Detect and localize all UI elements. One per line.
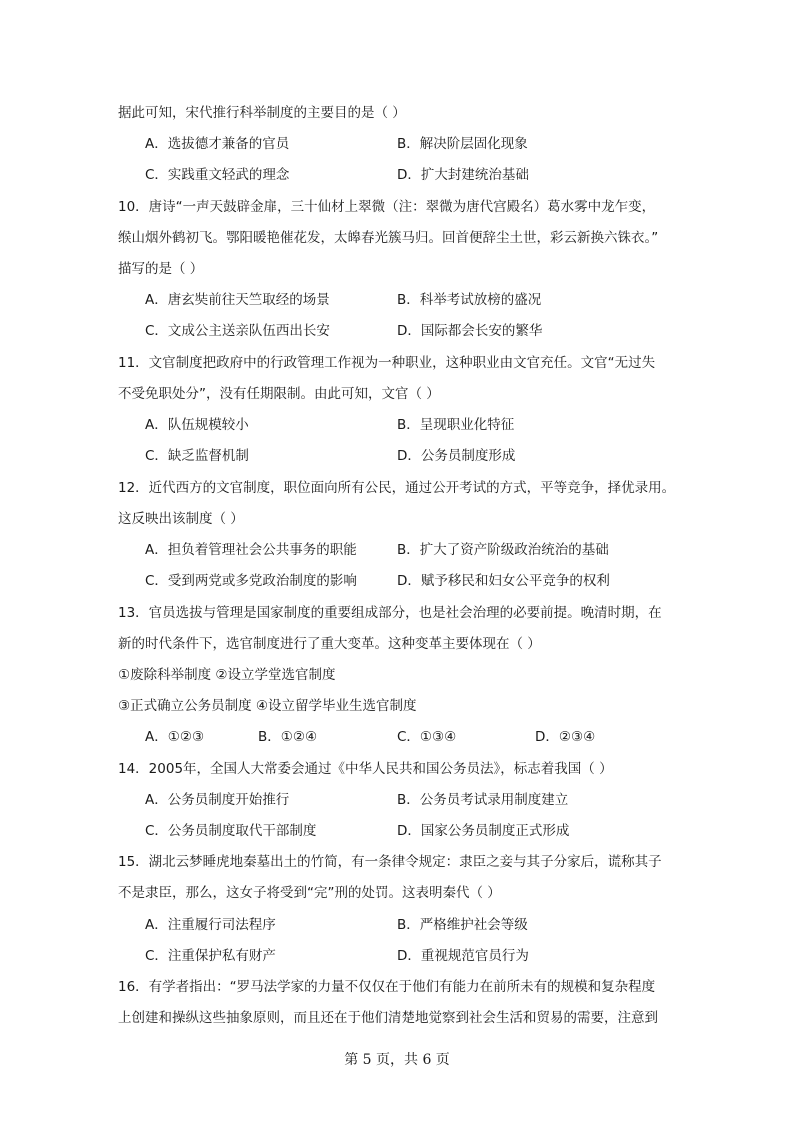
q10-line-3: 描写的是（ ）	[118, 261, 204, 277]
q14-option-d: D．国家公务员制度正式形成	[397, 823, 570, 839]
q10-option-d: D．国际都会长安的繁华	[397, 323, 543, 339]
q15-line-1: 15．湖北云梦睡虎地秦墓出土的竹简，有一条律令规定：隶臣之妾与其子分家后，谎称其子	[118, 854, 662, 870]
q14-stem: 14．2005年，全国人大常委会通过《中华人民共和国公务员法》，标志着我国（ ）	[118, 761, 613, 777]
q10-option-c: C．文成公主送亲队伍西出长安	[145, 323, 330, 339]
q13-option-a: A．①②③	[145, 729, 205, 745]
q10-line-2: 缑山烟外鹤初飞。鄂阳暖艳催花发，太皞春光簇马归。回首便辞尘土世，彩云新换六铢衣。”	[118, 230, 659, 246]
q14-option-a: A．公务员制度开始推行	[145, 792, 290, 808]
q12-option-b: B．扩大了资产阶级政治统治的基础	[397, 542, 609, 558]
q9-option-a: A．选拔德才兼备的官员	[145, 136, 290, 152]
q13-line-2: 新的时代条件下，选官制度进行了重大变革。这种变革主要体现在（ ）	[118, 636, 541, 652]
q12-line-1: 12．近代西方的文官制度，职位面向所有公民，通过公开考试的方式，平等竞争，择优录用。	[118, 480, 676, 496]
q12-option-c: C．受到两党或多党政治制度的影响	[145, 573, 357, 589]
q12-option-d: D．赋予移民和妇女公平竞争的权利	[397, 573, 610, 589]
q14-option-b: B．公务员考试录用制度建立	[397, 792, 569, 808]
q12-option-a: A．担负着管理社会公共事务的职能	[145, 542, 357, 558]
q13-line-4: ③正式确立公务员制度 ④设立留学毕业生选官制度	[118, 698, 417, 714]
q11-option-c: C．缺乏监督机制	[145, 448, 249, 464]
q13-line-1: 13．官员选拔与管理是国家制度的重要组成部分，也是社会治理的必要前提。晚清时期，在	[118, 605, 662, 621]
q10-option-b: B．科举考试放榜的盛况	[397, 292, 542, 308]
q11-option-d: D．公务员制度形成	[397, 448, 516, 464]
q11-option-a: A．队伍规模较小	[145, 417, 249, 433]
q9-stem: 据此可知，宋代推行科举制度的主要目的是（ ）	[118, 105, 406, 121]
q9-option-d: D．扩大封建统治基础	[397, 167, 529, 183]
q15-option-a: A．注重履行司法程序	[145, 917, 276, 933]
q10-line-1: 10．唐诗“一声天鼓辟金扉，三十仙材上翠微（注：翠微为唐代宫殿名）葛水雾中龙乍变，	[118, 199, 656, 215]
q15-option-d: D．重视规范官员行为	[397, 948, 529, 964]
q14-option-c: C．公务员制度取代干部制度	[145, 823, 317, 839]
q11-line-2: 不受免职处分”，没有任期限制。由此可知，文官（ ）	[118, 386, 440, 402]
q13-option-c: C．①③④	[397, 729, 457, 745]
q9-option-c: C．实践重文轻武的理念	[145, 167, 290, 183]
q16-line-1: 16．有学者指出：“罗马法学家的力量不仅仅在于他们有能力在前所未有的规模和复杂程度	[118, 979, 656, 995]
q15-option-b: B．严格维护社会等级	[397, 917, 528, 933]
q16-line-2: 上创建和操纵这些抽象原则，而且还在于他们清楚地觉察到社会生活和贸易的需要，注意到	[118, 1010, 658, 1026]
q15-option-c: C．注重保护私有财产	[145, 948, 276, 964]
q11-option-b: B．呈现职业化特征	[397, 417, 515, 433]
q12-line-2: 这反映出该制度（ ）	[118, 511, 244, 527]
q13-option-b: B．①②④	[258, 729, 318, 745]
q11-line-1: 11．文官制度把政府中的行政管理工作视为一种职业，这种职业由文官充任。文官“无过失	[118, 355, 656, 371]
q13-line-3: ①废除科举制度 ②设立学堂选官制度	[118, 667, 336, 683]
page-number-footer: 第 5 页，共 6 页	[344, 1052, 450, 1068]
q10-option-a: A．唐玄奘前往天竺取经的场景	[145, 292, 330, 308]
q13-option-d: D．②③④	[535, 729, 596, 745]
q15-line-2: 不是隶臣，那么，这女子将受到“完”刑的处罚。这表明秦代（ ）	[118, 885, 501, 901]
q9-option-b: B．解决阶层固化现象	[397, 136, 528, 152]
